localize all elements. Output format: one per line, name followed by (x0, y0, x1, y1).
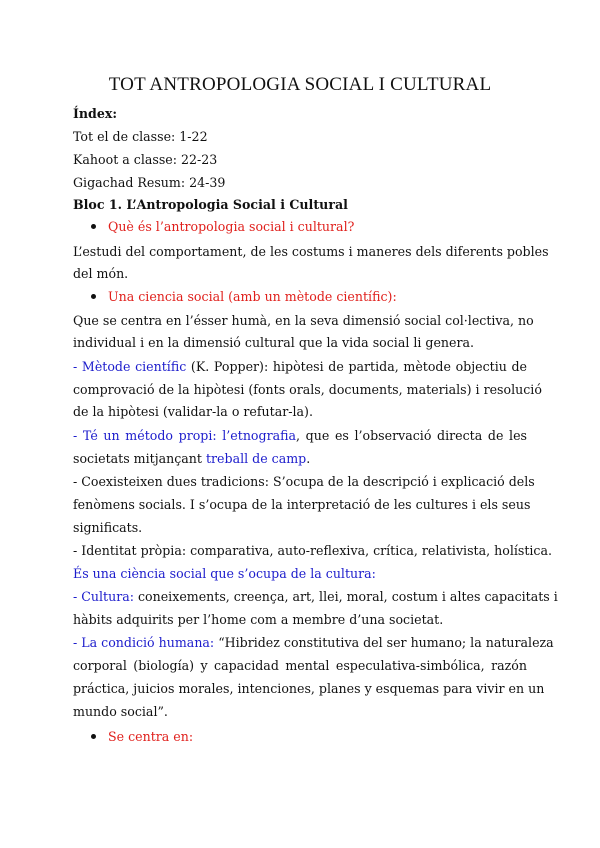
paragraph-line: mundo social”. (73, 704, 168, 719)
paragraph-line: significats. (73, 520, 143, 535)
paragraph-line: L’estudi del comportament, de les costums i maneres dels diferents pobles (73, 244, 549, 259)
paragraph-line: individual i en la dimensió cultural que la vida social li genera. (73, 335, 475, 350)
index-item: Gigachad Resum: 24-39 (73, 175, 226, 190)
term-metode-cientific: Mètode científic (81, 359, 187, 374)
paragraph-line (73, 451, 527, 467)
paragraph-line (73, 359, 527, 375)
term-treball-de-camp: treball de camp (205, 451, 307, 466)
paragraph-line (73, 428, 527, 444)
term-etnografia: Té un método propi: l’etnografia (82, 428, 297, 443)
index-item: Tot el de classe: 1-22 (73, 129, 208, 144)
bullet-dot-icon (91, 294, 96, 299)
paragraph-line: corporal (biología) y capacidad mental especulativa-simbólica, razón (73, 658, 527, 673)
paragraph-line: - Coexisteixen dues tradicions: S’ocupa de la descripció i explicació dels (73, 474, 535, 489)
page-title: TOT ANTROPOLOGIA SOCIAL I CULTURAL (108, 74, 492, 95)
index-item: Kahoot a classe: 22-23 (73, 152, 218, 167)
paragraph-line: práctica, juicios morales, intenciones, planes y esquemas para vivir en un (73, 681, 545, 696)
term-condicio-humana: La condició humana: (81, 635, 215, 650)
line-text: societats mitjançant (73, 451, 206, 466)
line-text: coneixements, creença, art, llei, moral, costum i altes capacitats i (133, 589, 558, 604)
bullet-dot-icon (91, 734, 96, 739)
paragraph-line (73, 589, 558, 605)
paragraph-line (73, 635, 554, 651)
paragraph-line: comprovació de la hipòtesi (fonts orals, documents, materials) i resolució (73, 382, 542, 397)
line-text: , que es l’observació directa de les (296, 428, 527, 443)
dash: - (73, 589, 82, 604)
paragraph-line: fenòmens socials. I s’ocupa de la interpretació de les cultures i els seus (73, 497, 531, 512)
term-cultura: Cultura: (81, 589, 134, 604)
bullet-se-centra: Se centra en: (108, 729, 194, 744)
section-heading: Bloc 1. L’Antropologia Social i Cultural (73, 197, 348, 212)
dash: - (73, 428, 83, 443)
bullet-social-science: Una ciencia social (amb un mètode científic): (108, 289, 397, 304)
paragraph-line: de la hipòtesi (validar-la o refutar-la). (73, 404, 313, 419)
line-text: “Hibridez constitutiva del ser humano; la naturaleza (214, 635, 554, 650)
line-text: . (306, 451, 311, 466)
dash: - (73, 635, 82, 650)
index-heading: Índex: (73, 106, 118, 121)
bullet-dot-icon (91, 224, 96, 229)
subheading-culture: És una ciència social que s’ocupa de la cultura: (73, 566, 376, 581)
line-text: (K. Popper): hipòtesi de partida, mètode objectiu de (186, 359, 528, 374)
paragraph-line: - Identitat pròpia: comparativa, auto-reflexiva, crítica, relativista, holística. (73, 543, 552, 558)
paragraph-line: del món. (73, 266, 129, 281)
bullet-question: Què és l’antropologia social i cultural? (108, 219, 355, 234)
paragraph-line: Que se centra en l’ésser humà, en la seva dimensió social col·lectiva, no (73, 313, 534, 328)
dash: - (73, 359, 82, 374)
paragraph-line: hàbits adquirits per l’home com a membre d’una societat. (73, 612, 444, 627)
